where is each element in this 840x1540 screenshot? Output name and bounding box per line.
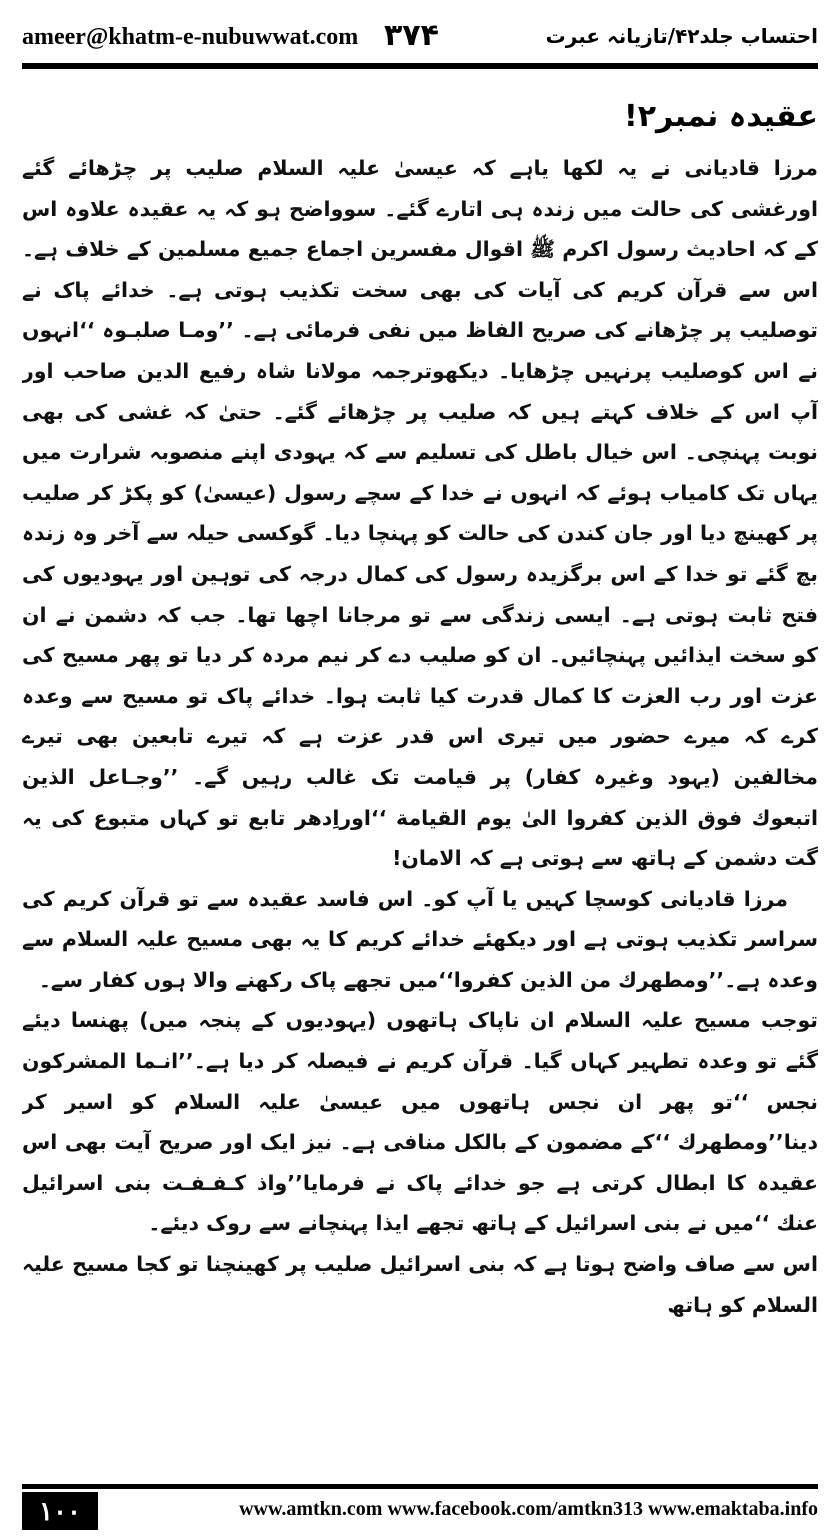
- paragraph-1: مرزا قادیانی نے یہ لکھا یاہے کہ عیسیٰ علیہ السلام صلیب پر چڑھائے گئے اورغشی کی حالت میں زندہ ہی اتارے گئے۔ سوواضح ہو کہ یہ عقیدہ علاوہ اس کے کہ احادیث رسول اکرم ﷺ اقوال مفسرین اجماع جمیع مسلمین کے خلاف ہے۔ اس سے قرآن کریم کی آیات کی بھی سخت تکذیب ہوتی ہے۔ خدائے پاک نے توصلیب پر چڑھانے کی صریح الفاظ میں نفی فرمائی ہے۔ ’’ومـا صلبـوہ ‘‘انہوں نے اس کوصلیب پرنہیں چڑھایا۔ دیکھوترجمہ مولانا شاہ رفیع الدین صاحب اور آپ اس کے خلاف کہتے ہیں کہ صلیب پر چڑھائے گئے۔ حتیٰ کہ غشی کی بھی نوبت پہنچی۔ اس خیال باطل کی تسلیم سے کہ یہودی اپنے منصوبہ شرارت میں یہاں تک کامیاب ہوئے کہ انہوں نے خدا کے سچے رسول (عیسیٰ) کو پکڑ کر صلیب پر کھینچ دیا اور جان کندن کی حالت کو پہنچا دیا۔ گوکسی حیلہ سے آخر وہ زندہ بچ گئے تو خدا کے اس برگزیدہ رسول کی کمال درجہ کی توہین اور یہودیوں کی فتح ثابت ہوتی ہے۔ ایسی زندگی سے تو مرجانا اچھا تھا۔ جب کہ دشمن نے ان کو سخت ایذائیں پہنچائیں۔ ان کو صلیب دے کر نیم مردہ کر دیا تو پھر مسیح کی عزت اور رب العزت کا کمال قدرت کیا ثابت ہوا۔ خدائے پاک تو مسیح سے وعدہ کرے کہ میرے حضور میں تیری اس قدر عزت ہے کہ تیرے تابعین بھی تیرے مخالفین (یہود وغیرہ کفار) پر قیامت تک غالب رہیں گے۔ ’’وجـاعل الذین اتبعوك فوق الذین كفروا الیٰ یوم القیامة ‘‘اوراِدھر تابع تو کہاں متبوع کی یہ گت دشمن کے ہاتھ سے ہوتی ہے کہ الامان!: [22, 156, 818, 871]
- section-heading: عقیدہ نمبر۲!: [624, 99, 818, 134]
- paragraph-4: اس سے صاف واضح ہوتا ہے کہ بنی اسرائیل صلیب پر کھینچنا تو کجا مسیح علیہ السلام کو ہاتھ: [22, 1252, 818, 1317]
- page-header: [22, 14, 818, 60]
- page-body: [22, 92, 818, 1462]
- footer-website-links[interactable]: www.amtkn.com www.facebook.com/amtkn313 www.emaktaba.info: [239, 1498, 818, 1520]
- header-email[interactable]: ameer@khatm-e-nubuwwat.com: [22, 24, 359, 50]
- paragraph-3: توجب مسیح علیہ السلام ان ناپاک ہاتھوں (یہودیوں کے پنجہ میں) پھنسا دیئے گئے تو وعدہ تطہیر کہاں گیا۔ قرآن کریم نے فیصلہ کر دیا ہے۔’’انـما المشركون نجس ‘‘تو پھر ان نجس ہاتھوں میں عیسیٰ علیہ السلام کو اسیر کر دینا’’ومطهرك ‘‘کے مضمون کے بالکل منافی ہے۔ نیز ایک اور صریح آیت بھی اس عقیدہ کا ابطال کرتی ہے جو خدائے پاک نے فرمایا’’واذ كـفـفـت بنی اسرائیل عنك ‘‘میں نے بنی اسرائیل کے ہاتھ تجھے ایذا پہنچانے سے روک دیئے۔: [22, 1008, 818, 1236]
- header-divider: [22, 63, 818, 69]
- page-footer: [22, 1492, 818, 1532]
- header-book-title: احتساب جلد۴۲/تازیانہ عبرت: [545, 24, 818, 48]
- footer-page-number: ۱۰۰: [22, 1492, 98, 1530]
- footer-divider: [22, 1484, 818, 1489]
- header-page-number: ۳۷۴: [384, 18, 439, 53]
- paragraph-2: مرزا قادیانی کوسچا کہیں یا آپ کو۔ اس فاسد عقیدہ سے تو قرآن کریم کی سراسر تکذیب ہوتی ہے اور دیکھئے خدائے کریم کا یہ بھی مسیح علیہ السلام سے وعدہ ہے۔’’ومطهرك من الذین كفروا‘‘میں تجھے پاک رکھنے والا ہوں کفار سے۔: [22, 886, 818, 992]
